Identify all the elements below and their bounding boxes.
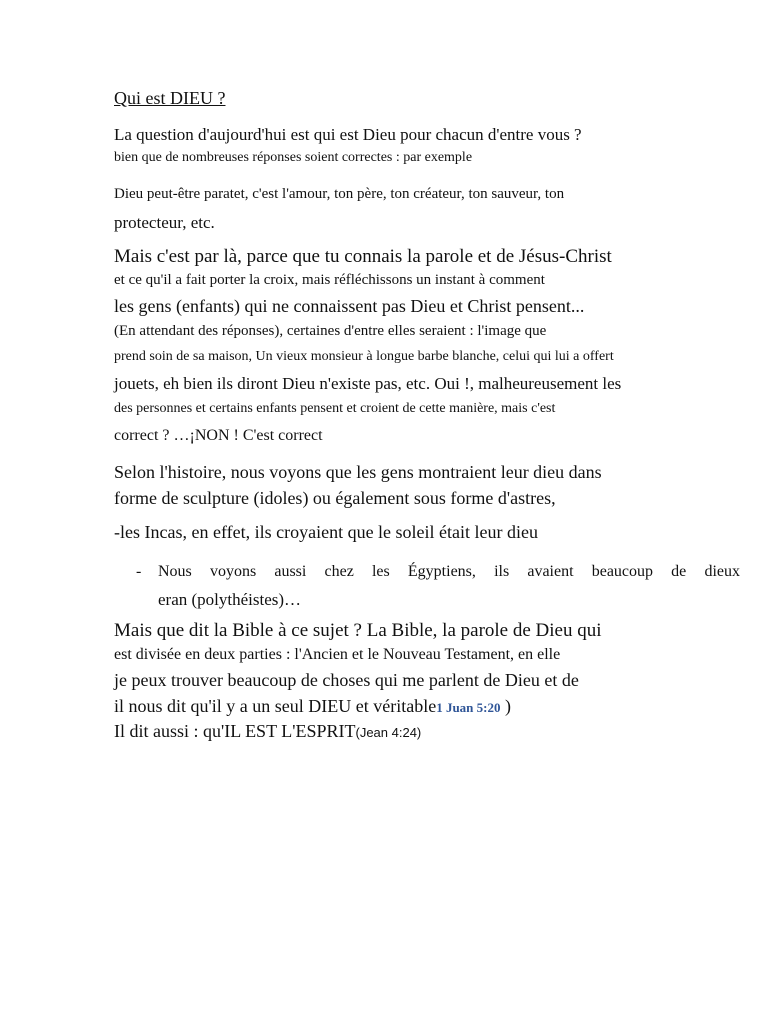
bible-reference: (Jean 4:24) <box>355 725 422 740</box>
text-line-with-reference <box>114 722 421 740</box>
text-line: forme de sculpture (idoles) ou également sous forme d'astres, <box>114 488 556 508</box>
bullet-list-item <box>136 558 740 614</box>
text-line: et ce qu'il a fait porter la croix, mais réfléchissons un instant à comment <box>114 272 545 288</box>
text-line: les gens (enfants) qui ne connaissent pas Dieu et Christ pensent... <box>114 296 585 316</box>
text-line: bien que de nombreuses réponses soient correctes : par exemple <box>114 150 473 165</box>
text-line: -les Incas, en effet, ils croyaient que le soleil était leur dieu <box>114 522 539 542</box>
list-dash: - <box>136 563 142 580</box>
bible-reference: 1 Juan 5:20 <box>436 700 501 715</box>
list-item-text-continued: eran (polythéistes)… <box>158 590 302 609</box>
text-line: Il dit aussi : qu'IL EST L'ESPRIT <box>114 721 356 741</box>
text-line: prend soin de sa maison, Un vieux monsieur à longue barbe blanche, celui qui lui a offert <box>114 349 614 364</box>
text-line: Dieu peut-être paratet, c'est l'amour, ton père, ton créateur, ton sauveur, ton <box>114 186 565 202</box>
text-line: est divisée en deux parties : l'Ancien et le Nouveau Testament, en elle <box>114 646 561 663</box>
text-line: jouets, eh bien ils diront Dieu n'existe pas, etc. Oui !, malheureusement les <box>114 374 622 393</box>
text-line: Mais c'est par là, parce que tu connais la parole et de Jésus-Christ <box>114 246 612 267</box>
text-line: Mais que dit la Bible à ce sujet ? La Bible, la parole de Dieu qui <box>114 620 602 641</box>
text-line: correct ? …¡NON ! C'est correct <box>114 427 323 444</box>
list-item-text: Nous voyons aussi chez les Égyptiens, ils avaient beaucoup de dieux <box>158 563 740 580</box>
text-line: protecteur, etc. <box>114 213 215 232</box>
text-line: des personnes et certains enfants pensent et croient de cette manière, mais c'est <box>114 401 556 416</box>
text-line: La question d'aujourd'hui est qui est Dieu pour chacun d'entre vous ? <box>114 125 582 144</box>
text-line: il nous dit qu'il y a un seul DIEU et véritable <box>114 696 437 716</box>
text-line: (En attendant des réponses), certaines d'entre elles seraient : l'image que <box>114 323 547 339</box>
closing-paren: ) <box>500 696 511 716</box>
page-title: Qui est DIEU ? <box>114 88 226 108</box>
text-line-with-reference <box>114 697 511 715</box>
text-line: je peux trouver beaucoup de choses qui me parlent de Dieu et de <box>114 670 579 690</box>
text-line: Selon l'histoire, nous voyons que les gens montraient leur dieu dans <box>114 462 602 482</box>
